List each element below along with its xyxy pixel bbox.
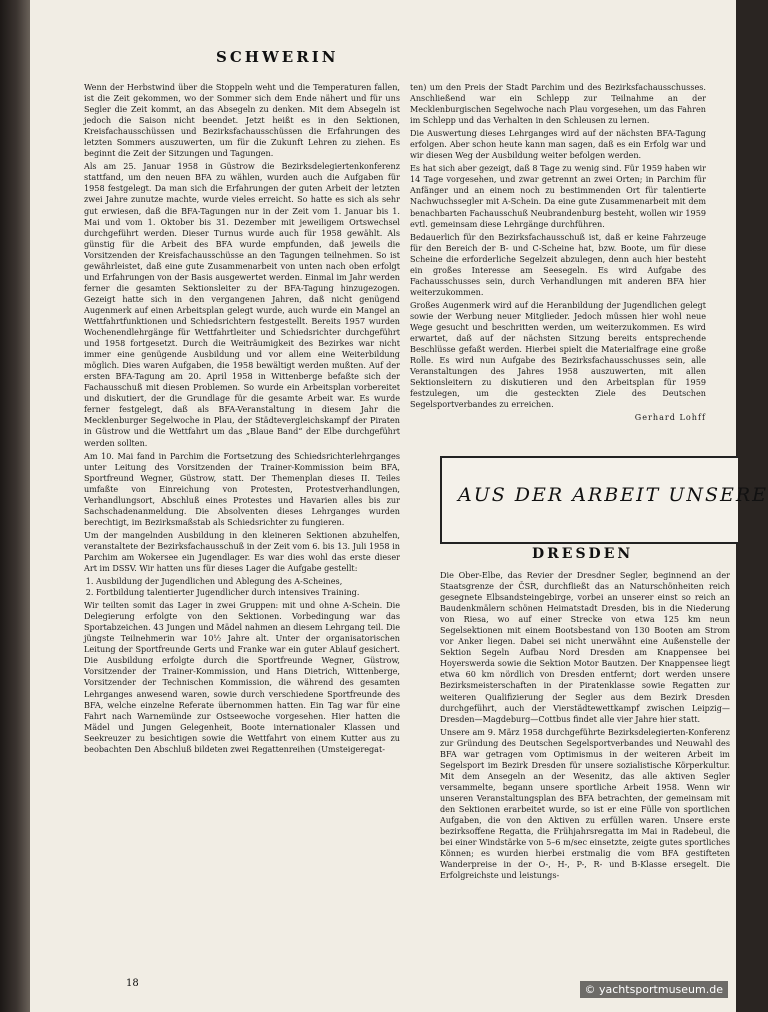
left-column (84, 82, 400, 757)
book-spine (0, 0, 30, 1012)
dresden-column (440, 570, 730, 883)
paragraph: Großes Augenmerk wird auf die Heranbildung der Jugendlichen gelegt sowie der Werbung neuer Mitglieder. Jedoch müssen hier wohl neue Wege gesucht und beschritten werden, um weiterzukommen. Es wird erwartet, daß auf der nächsten Sitzung bereits entsprechende Beschlüsse gefaßt werden. Hierbei spielt die Materialfrage eine große Rolle. Es wird nun Aufgabe des Bezirksfachausschusses sein, alle Veranstaltungen des Jahres 1958 auszuwerten, mit allen Sektionsleitern zu diskutieren und den Arbeitsplan für 1959 festzulegen, um die gesteckten Ziele des Deutschen Segelsportverbandes zu erreichen. (410, 299, 706, 410)
paragraph: Bedauerlich für den Bezirksfachausschuß ist, daß er keine Fahrzeuge für den Bereich der B- und C-Scheine hat, bzw. Boote, um für diese Scheine die erforderliche Segelzeit abzulegen, denn auch hier besteht ein großes Interesse am Seesegeln. Es wird Aufgabe des Fachausschusses sein, durch Verhandlungen mit anderen BFA hier weiterzukommen. (410, 231, 706, 297)
paragraph: Die Ober-Elbe, das Revier der Dresdner Segler, beginnend an der Staatsgrenze der ČSR, durchfließt das an Naturschönheiten reich gesegnete Elbsandsteingebirge, vorbei an unserer einst so reich an Baudenkmälern schönen Heimatstadt Dresden, bis in die Niederung von Riesa, wo auf einer Strecke von etwa 125 km neun Segelsektionen mit einem Bootsbestand von 130 Booten am Strom vor Anker liegen. Dabei sei nicht unerwähnt eine Außenstelle der Sektion Segeln Aufbau Nord Dresden am Knappensee bei Hoyerswerda sowie die Sektion Motor Bautzen. Der Knappensee liegt etwa 60 km nördlich von Dresden entfernt; dort werden unsere Bezirksmeisterschaften in der Piratenklasse sowie Regatten zur weiteren Qualifizierung der Segler aus dem Bezirk Dresden durchgeführt, auch der Vierstädtewettkampf zwischen Leipzig—Dresden—Magdeburg—Cottbus findet alle vier Jahre hier statt. (440, 570, 730, 724)
paragraph: Um der mangelnden Ausbildung in den kleineren Sektionen abzuhelfen, veranstaltete der Bezirksfachausschuß in der Zeit vom 6. bis 13. Juli 1958 in Parchim am Wokersee ein Jugendlager. Es war dies wohl das erste dieser Art im DSSV. Wir hatten uns für dieses Lager die Aufgabe gestellt: (84, 529, 400, 574)
magazine-page (30, 0, 768, 1012)
paragraph: Als am 25. Januar 1958 in Güstrow die Bezirksdelegiertenkonferenz stattfand, um den neuen BFA zu wählen, wurden auch die Aufgaben für 1958 festgelegt. Da man sich die Erfahrungen der guten Arbeit der letzten zwei Jahre zunutze machte, wurde vieles erreicht. So hatte es sich als sehr gut erwiesen, daß die BFA-Tagungen nur in der Zeit vom 1. Januar bis 1. Mai und vom 1. Oktober bis 31. Dezember mit jeweiligem Ortswechsel durchgeführt werden. Dieser Turnus wurde auch für 1958 gewählt. Als günstig für die Arbeit des BFA wurde empfunden, daß jeweils die Vorsitzenden der Kreisfachausschüsse an den Tagungen teilnehmen. So ist gewährleistet, daß eine gute Zusammenarbeit von unten nach oben erfolgt und Erfahrungen von der Basis ausgewertet werden. Einmal im Jahr werden ferner die gesamten Sektionsleiter zu der BFA-Tagung hinzugezogen. Gezeigt hatte sich in den vergangenen Jahren, daß nicht genügend Augenmerk auf einen Arbeitsplan gelegt wurde, auch wurde ein Mangel an Wettfahrtfunktionen und Schiedsrichtern festgestellt. Bereits 1957 wurden Wochenendlehrgänge für Wettfahrtleiter und Schiedsrichter durchgeführt und 1958 fortgesetzt. Durch die Weiträumigkeit des Bezirkes war nicht immer eine genügende Ausbildung und vor allem eine Weiterbildung möglich. Dies waren Aufgaben, die 1958 bewältigt werden mußten. Auf der ersten BFA-Tagung am 20. April 1958 in Wittenberge befaßte sich der Fachausschuß mit diesen Problemen. So wurde ein Arbeitsplan vorbereitet und diskutiert, der die Grundlage für die gesamte Arbeit war. Es wurde ferner festgelegt, daß als BFA-Veranstaltung in diesem Jahr die Mecklenburger Segelwoche in Plau, der Städtevergleichskampf der Piraten in Güstrow und die Wettfahrt um das „Blaue Band“ der Elbe durchgeführt werden sollten. (84, 161, 400, 448)
page-number: 18 (126, 978, 139, 989)
task-list (84, 576, 400, 598)
list-item: 1. Ausbildung der Jugendlichen und Ablegung des A-Scheines, (96, 576, 400, 587)
paragraph: Wenn der Herbstwind über die Stoppeln weht und die Temperaturen fallen, ist die Zeit gekommen, wo der Sommer sich dem Ende nähert und für uns Segler die Zeit kommt, an das Absegeln zu denken. Mit dem Absegeln ist jedoch die Saison nicht beendet. Jetzt heißt es in den Sektionen, Kreisfachausschüssen und Bezirksfachausschüssen die Erfahrungen des letzten Sommers auszuwerten, um für die Zukunft Lehren zu ziehen. Es beginnt die Zeit der Sitzungen und Tagungen. (84, 82, 400, 159)
paragraph: Am 10. Mai fand in Parchim die Fortsetzung des Schiedsrichterlehrganges unter Leitung des Vorsitzenden der Trainer-Kommission beim BFA, Sportfreund Wegner, Güstrow, statt. Der Themenplan dieses II. Teiles umfaßte von Einreichung von Protesten, Protestverhandlungen, Verhandlungsort, Abschluß eines Protestes und Havarien alles bis zur Sachschadenanmeldung. Die Absolventen dieses Lehrganges wurden berechtigt, im Bezirksmaßstab als Schiedsrichter zu fungieren. (84, 450, 400, 527)
watermark: © yachtsportmuseum.de (580, 981, 728, 998)
paragraph: Unsere am 9. März 1958 durchgeführte Bezirksdelegierten-Konferenz zur Gründung des Deutschen Segelsportverbandes und Neuwahl des BFA war getragen vom Optimismus in der weiteren Arbeit im Segelsport im Bezirk Dresden für unsere sozialistische Körperkultur. Mit dem Ansegeln an der Wesenitz, das alle aktiven Segler versammelte, begann unsere sportliche Arbeit 1958. Wenn wir unseren Veranstaltungsplan des BFA betrachten, der gemeinsam mit den Sektionen erarbeitet wurde, so ist er eine Fülle von sportlichen Aufgaben, die von den Aktiven zu erfüllen waren. Unsere erste bezirksoffene Regatta, die Frühjahrsregatta im Mai in Radebeul, die bei einer Windstärke von 5–6 m/sec einsetzte, zeigte gutes sportliches Können; es wurden hierbei erstmalig die vom BFA gestifteten Wanderpreise in der O-, H-, P-, R- und B-Klasse ersegelt. Die Erfolgreichste und leistungs- (440, 726, 730, 881)
list-item: 2. Fortbildung talentierter Jugendlicher durch intensives Training. (96, 587, 400, 598)
author-signature: Gerhard Lohff (634, 412, 706, 423)
paragraph: Es hat sich aber gezeigt, daß 8 Tage zu wenig sind. Für 1959 haben wir 14 Tage vorgesehen, und zwar getrennt an zwei Orten; in Parchim für Anfänger und an einem noch zu bestimmenden Ort für talentierte Nachwuchssegler mit A-Schein. Da eine gute Zusammenarbeit mit dem benachbarten Fachausschuß Neubrandenburg besteht, wollen wir 1959 evtl. gemeinsam diese Lehrgänge durchführen. (410, 163, 706, 229)
section-banner (440, 456, 768, 544)
paragraph: Die Auswertung dieses Lehrganges wird auf der nächsten BFA-Tagung erfolgen. Aber schon heute kann man sagen, daß es ein Erfolg war und wir diesen Weg der Ausbildung weiter befolgen werden. (410, 128, 706, 161)
right-column-continuation (410, 82, 706, 425)
article-title-schwerin: SCHWERIN (216, 48, 339, 66)
paragraph: Wir teilten somit das Lager in zwei Gruppen: mit und ohne A-Schein. Die Delegierung erfolgte von den Sektionen. Vorbedingung war das Sportabzeichen. 43 Jungen und Mädel nahmen an diesem Lehrgang teil. Die jüngste Teilnehmerin war 10½ Jahre alt. Unter der organisatorischen Leitung der Sportfreunde Gerts und Franke war ein guter Ablauf gesichert. Die Ausbildung erfolgte durch die Sportfreunde Wegner, Güstrow, Vorsitzender der Trainer-Kommission, und Hans Dietrich, Wittenberge, Vorsitzender der Technischen Kommission, die während des gesamten Lehrganges anwesend waren, sowie durch verschiedene Sportfreunde des BFA, welche einzelne Referate übernommen hatten. Ein Tag war für eine Fahrt nach Warnemünde zur Ostseewoche vorgesehen. Hier hatten die Mädel und Jungen Gelegenheit, Boote internationaler Klassen und Seekreuzer zu besichtigen sowie die Wettfahrt von einem Kutter aus zu beobachten Den Abschluß bildeten zwei Regattenreihen (Umsteigeregat- (84, 600, 400, 754)
paragraph: ten) um den Preis der Stadt Parchim und des Bezirksfachausschusses. Anschließend war ein Schlepp zur Teilnahme an der Mecklenburgischen Segelwoche nach Plau vorgesehen, um das Fahren im Schlepp und das Verhalten in den Schleusen zu lernen. (410, 82, 706, 126)
article-title-dresden: DRESDEN (532, 546, 634, 562)
banner-title: AUS DER ARBEIT UNSERE (458, 484, 768, 506)
